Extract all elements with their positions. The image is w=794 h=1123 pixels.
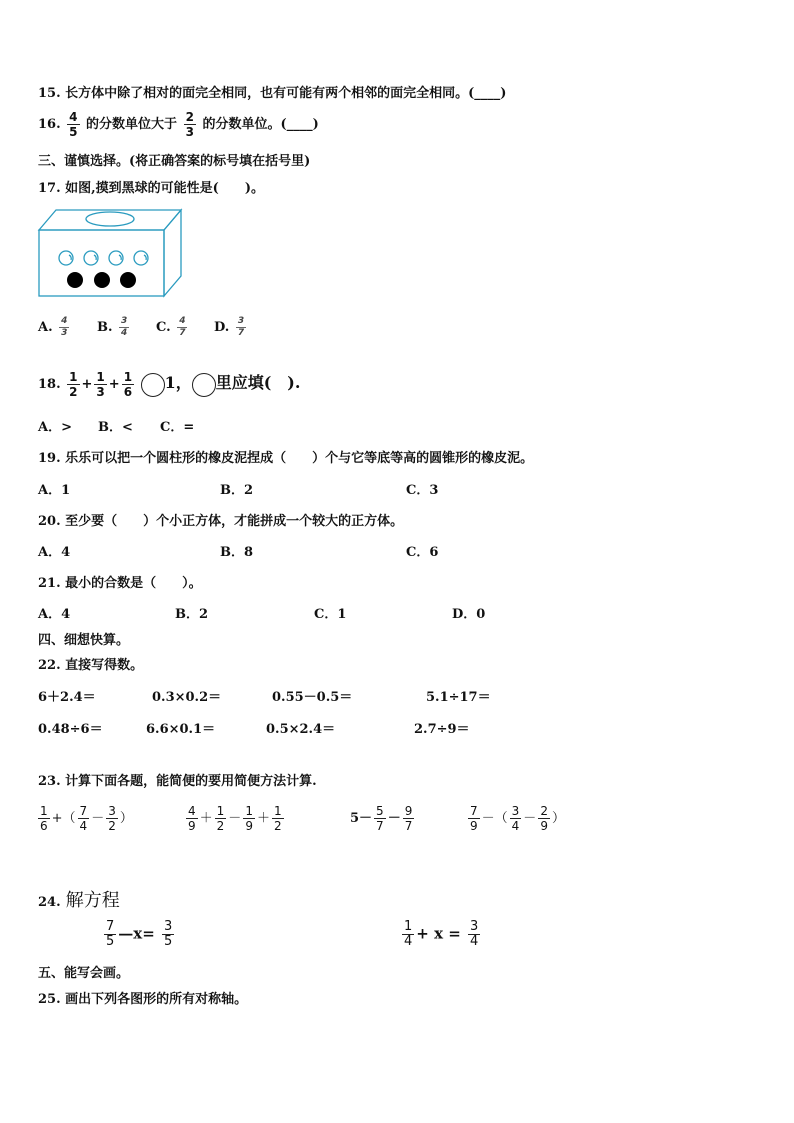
section-heading-4: 四、细想快算。 bbox=[38, 633, 130, 648]
option-d[interactable] bbox=[214, 316, 248, 339]
option-a[interactable] bbox=[38, 316, 71, 339]
equation-1 bbox=[102, 920, 176, 949]
operator: ＋ bbox=[199, 811, 213, 826]
expression-4 bbox=[466, 804, 565, 833]
question-number: 23. bbox=[38, 774, 61, 789]
fraction: $\frac{4}{5}$ bbox=[69, 110, 78, 139]
box-side-face bbox=[164, 210, 181, 296]
option-a[interactable]: A．1 bbox=[38, 483, 71, 498]
operator: － bbox=[523, 811, 537, 826]
fraction: $\frac{3}{7}$ bbox=[237, 316, 245, 338]
box-opening bbox=[86, 212, 134, 226]
fraction: $\frac{7}{5}$ bbox=[106, 919, 115, 949]
option-label: D. bbox=[214, 320, 230, 335]
equation-2 bbox=[400, 920, 482, 949]
option-c[interactable] bbox=[156, 316, 189, 339]
fraction: $\frac{5}{7}$ bbox=[376, 804, 384, 833]
option-b[interactable]: B．8 bbox=[220, 545, 254, 560]
question-text: 如图,摸到黑球的可能性是( )。 bbox=[65, 181, 264, 196]
calc-item: 0.55－0.5＝ bbox=[272, 690, 353, 705]
question-number: 17. bbox=[38, 181, 61, 196]
calc-item: 0.3×0.2＝ bbox=[152, 690, 222, 705]
expression-1 bbox=[36, 804, 133, 833]
fraction: $\frac{1}{4}$ bbox=[404, 919, 413, 949]
question-25 bbox=[38, 988, 247, 1007]
fraction: $\frac{2}{3}$ bbox=[185, 110, 194, 139]
expression-3 bbox=[350, 804, 416, 833]
question-text: 至少要（ ）个小正方体，才能拼成一个较大的正方体。 bbox=[65, 514, 404, 529]
option-b[interactable]: B．< bbox=[98, 420, 133, 435]
box-top-face bbox=[39, 210, 181, 230]
fraction: $\frac{4}{7}$ bbox=[179, 316, 186, 338]
option-label: A. bbox=[38, 320, 53, 335]
question-16 bbox=[38, 110, 319, 139]
fraction: $\frac{2}{9}$ bbox=[540, 804, 548, 833]
plus-sign: + bbox=[81, 377, 93, 392]
question-text: 最小的合数是（ ）。 bbox=[65, 576, 202, 591]
fraction: $\frac{1}{6}$ bbox=[123, 370, 133, 399]
answer-circle[interactable] bbox=[141, 373, 165, 397]
equation-text: + x = bbox=[416, 924, 461, 943]
option-c[interactable]: C．3 bbox=[406, 483, 439, 498]
fraction: $\frac{4}{9}$ bbox=[188, 804, 196, 833]
question-text: 画出下列各图形的所有对称轴。 bbox=[65, 992, 248, 1007]
question-17 bbox=[38, 177, 264, 196]
option-label: B. bbox=[97, 320, 113, 335]
black-ball bbox=[94, 272, 110, 288]
fraction: $\frac{4}{3}$ bbox=[61, 316, 68, 338]
fraction: $\frac{3}{4}$ bbox=[470, 919, 479, 949]
question-text: 直接写得数。 bbox=[65, 658, 144, 673]
question-24 bbox=[38, 886, 120, 912]
question-number: 19. bbox=[38, 451, 61, 466]
question-20 bbox=[38, 510, 403, 529]
operator: +（ bbox=[51, 811, 76, 826]
fraction: $\frac{7}{4}$ bbox=[79, 804, 88, 833]
question-text: 解方程 bbox=[65, 890, 120, 911]
option-d[interactable]: D．0 bbox=[452, 607, 486, 622]
question-number: 16. bbox=[38, 117, 61, 132]
operator: －（ bbox=[481, 811, 508, 826]
question-number: 24. bbox=[38, 895, 61, 910]
question-text: 的分数单位大于 bbox=[86, 117, 178, 132]
ball-box-figure bbox=[36, 206, 184, 300]
question-number: 22. bbox=[38, 658, 61, 673]
question-text: 乐乐可以把一个圆柱形的橡皮泥捏成（ ）个与它等底等高的圆锥形的橡皮泥。 bbox=[65, 451, 534, 466]
calc-item: 2.7÷9＝ bbox=[414, 722, 470, 737]
operator: 5－ bbox=[350, 811, 373, 826]
question-number: 15. bbox=[38, 86, 61, 101]
question-number: 21. bbox=[38, 576, 61, 591]
calc-item: 6＋2.4＝ bbox=[38, 690, 96, 705]
question-22 bbox=[38, 654, 143, 673]
option-c[interactable]: C．6 bbox=[406, 545, 439, 560]
fraction: $\frac{3}{2}$ bbox=[108, 804, 116, 833]
fraction: $\frac{1}{2}$ bbox=[273, 804, 282, 833]
question-21 bbox=[38, 572, 202, 591]
question-number: 18. bbox=[38, 377, 61, 392]
fraction: $\frac{7}{9}$ bbox=[470, 804, 478, 833]
option-b[interactable] bbox=[97, 316, 131, 339]
calc-item: 0.5×2.4＝ bbox=[266, 722, 336, 737]
fraction: $\frac{1}{3}$ bbox=[96, 370, 105, 399]
fraction: $\frac{1}{6}$ bbox=[40, 804, 48, 833]
answer-circle[interactable] bbox=[192, 373, 216, 397]
option-c[interactable]: C．= bbox=[160, 420, 195, 435]
option-b[interactable]: B．2 bbox=[175, 607, 209, 622]
calc-item: 5.1÷17＝ bbox=[426, 690, 491, 705]
fraction: $\frac{1}{2}$ bbox=[216, 804, 225, 833]
black-ball bbox=[67, 272, 83, 288]
question-number: 25. bbox=[38, 992, 61, 1007]
question-text: 长方体中除了相对的面完全相同，也有可能有两个相邻的面完全相同。(____) bbox=[65, 86, 507, 101]
plus-sign: + bbox=[108, 377, 120, 392]
section-heading-3: 三、谨慎选择。(将正确答案的标号填在括号里) bbox=[38, 154, 311, 169]
question-text: 计算下面各题，能简便的要用简便方法计算. bbox=[65, 774, 317, 789]
black-ball bbox=[120, 272, 136, 288]
expression-2 bbox=[184, 804, 286, 833]
calc-item: 6.6×0.1＝ bbox=[146, 722, 216, 737]
fraction: $\frac{3}{4}$ bbox=[511, 804, 520, 833]
question-18 bbox=[38, 370, 300, 399]
option-a[interactable]: A．4 bbox=[38, 607, 71, 622]
fraction: $\frac{1}{2}$ bbox=[69, 370, 78, 399]
question-text: 的分数单位。(____) bbox=[202, 117, 319, 132]
section-heading-5: 五、能写会画。 bbox=[38, 966, 130, 981]
option-label: C. bbox=[156, 320, 171, 335]
fraction: $\frac{9}{7}$ bbox=[404, 804, 413, 833]
operator: ） bbox=[551, 811, 565, 826]
option-a[interactable]: A．> bbox=[38, 420, 72, 435]
option-a[interactable]: A．4 bbox=[38, 545, 71, 560]
operator: ） bbox=[119, 811, 133, 826]
equation-text: —x= bbox=[118, 924, 155, 943]
option-b[interactable]: B．2 bbox=[220, 483, 254, 498]
operator: － bbox=[228, 811, 242, 826]
question-19 bbox=[38, 447, 533, 466]
calc-item: 0.48÷6＝ bbox=[38, 722, 103, 737]
fraction: $\frac{3}{5}$ bbox=[164, 919, 173, 949]
fraction: $\frac{1}{9}$ bbox=[245, 804, 253, 833]
question-23 bbox=[38, 770, 317, 789]
question-text: 1， bbox=[164, 373, 192, 392]
question-15 bbox=[38, 82, 506, 101]
option-c[interactable]: C．1 bbox=[314, 607, 347, 622]
question-number: 20. bbox=[38, 514, 61, 529]
operator: ＋ bbox=[256, 811, 270, 826]
question-text: 里应填( ). bbox=[215, 373, 301, 392]
operator: － bbox=[387, 811, 401, 826]
fraction: $\frac{3}{4}$ bbox=[121, 316, 128, 338]
operator: － bbox=[91, 811, 105, 826]
